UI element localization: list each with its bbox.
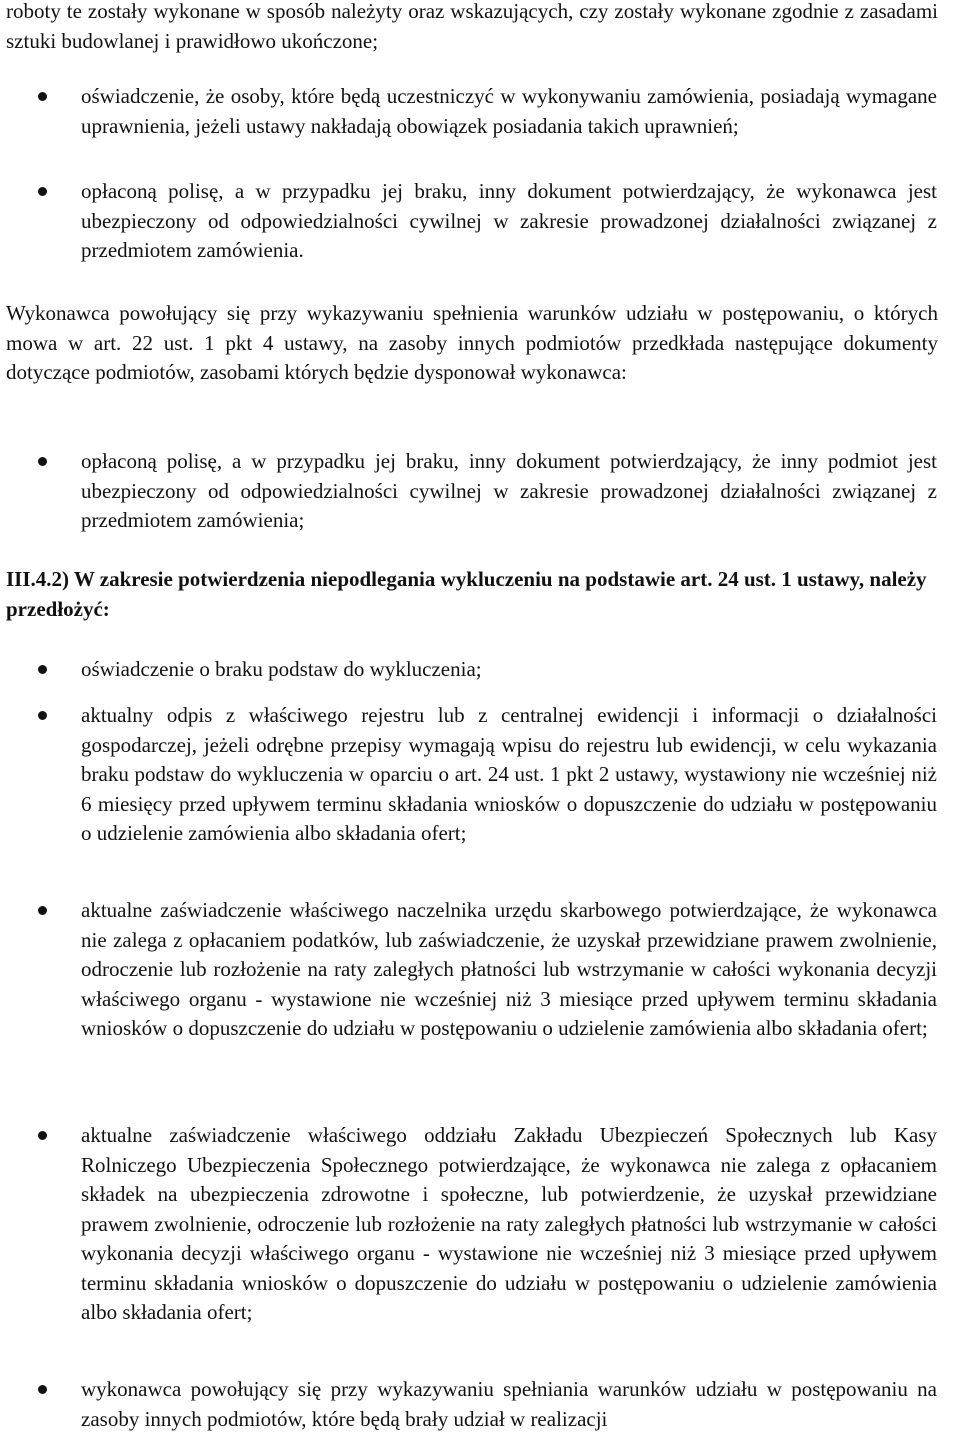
paragraph-wykonawca: Wykonawca powołujący się przy wykazywaniu spełnienia warunków udziału w postępowaniu, o których mowa w art. 22 ust. 1 pkt 4 ustawy, na zasoby innych podmiotów przedkłada następujące dokumenty dotyczące podmiotów, zasobami których będzie dysponował wykonawca: <box>6 301 938 384</box>
bullet-icon <box>38 187 47 196</box>
bullet-icon <box>38 906 47 915</box>
bullet-icon <box>38 711 47 720</box>
bullet-icon <box>38 665 47 674</box>
bullet-icon <box>38 1131 47 1140</box>
list-item-text: aktualne zaświadczenie właściwego naczelnika urzędu skarbowego potwierdzające, że wykonawca nie zalega z opłacaniem podatków, lub zaświadczenie, że uzyskał przewidziane prawem zwolnienie, odroczenie lub rozłożenie na raty zaległych płatności lub wstrzymanie w całości wykonania decyzji właściwego organu - wystawione nie wcześniej niż 3 miesiące przed upływem terminu składania wniosków o dopuszczenie do udziału w postępowaniu o udzielenie zamówienia albo składania ofert; <box>81 898 937 1040</box>
list-item-text: oświadczenie, że osoby, które będą uczestniczyć w wykonywaniu zamówienia, posiadają wymagane uprawnienia, jeżeli ustawy nakładają obowiązek posiadania takich uprawnień; <box>81 84 937 138</box>
list-item-text: oświadczenie o braku podstaw do wykluczenia; <box>81 657 482 681</box>
bullet-icon <box>38 457 47 466</box>
bullet-icon <box>38 92 47 101</box>
list-item-text: opłaconą polisę, a w przypadku jej braku, inny dokument potwierdzający, że inny podmiot jest ubezpieczony od odpowiedzialności cywilnej w zakresie prowadzonej działalności związanej z przedmiotem zamówienia; <box>81 449 937 532</box>
section-heading: III.4.2) W zakresie potwierdzenia niepodlegania wykluczeniu na podstawie art. 24 ust. 1 ustawy, należy przedłożyć: <box>6 567 927 621</box>
list-item-text: aktualny odpis z właściwego rejestru lub z centralnej ewidencji i informacji o działalności gospodarczej, jeżeli odrębne przepisy wymagają wpisu do rejestru lub ewidencji, w celu wykazania braku podstaw do wykluczenia w oparciu o art. 24 ust. 1 pkt 2 ustawy, wystawiony nie wcześniej niż 6 miesięcy przed upływem terminu składania wniosków o dopuszczenie do udziału w postępowaniu o udzielenie zamówienia albo składania ofert; <box>81 703 937 845</box>
list-item-text: opłaconą polisę, a w przypadku jej braku, inny dokument potwierdzający, że wykonawca jest ubezpieczony od odpowiedzialności cywilnej w zakresie prowadzonej działalności związanej z przedmiotem zamówienia. <box>81 179 937 262</box>
list-item-text: aktualne zaświadczenie właściwego oddziału Zakładu Ubezpieczeń Społecznych lub Kasy Rolniczego Ubezpieczenia Społecznego potwierdzające, że wykonawca nie zalega z opłacaniem składek na ubezpieczenia zdrowotne i społeczne, lub potwierdzenie, że uzyskał przewidziane prawem zwolnienie, odroczenie lub rozłożenie na raty zaległych płatności lub wstrzymanie w całości wykonania decyzji właściwego organu - wystawione nie wcześniej niż 3 miesiące przed upływem terminu składania wniosków o dopuszczenie do udziału w postępowaniu o udzielenie zamówienia albo składania ofert; <box>81 1123 937 1324</box>
list-item-text: wykonawca powołujący się przy wykazywaniu spełniania warunków udziału w postępowaniu na zasoby innych podmiotów, które będą brały udział w realizacji <box>81 1377 937 1431</box>
intro-continuation: roboty te zostały wykonane w sposób należyty oraz wskazujących, czy zostały wykonane zgodnie z zasadami sztuki budowlanej i prawidłowo ukończone; <box>6 0 938 53</box>
bullet-icon <box>38 1385 47 1394</box>
